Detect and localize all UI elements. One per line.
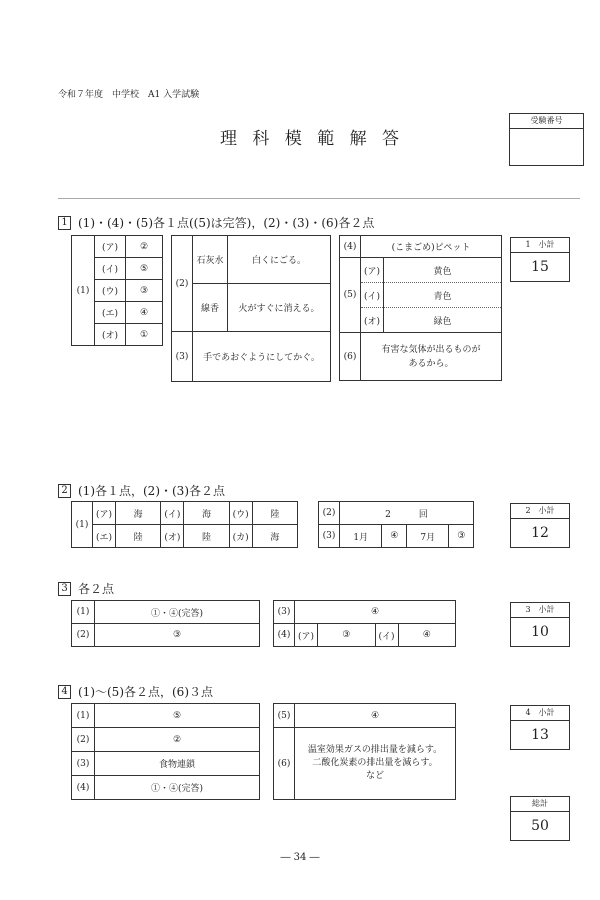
- answer-line: など: [365, 771, 384, 781]
- q-label: (3): [172, 332, 193, 382]
- q-label: (3): [319, 525, 340, 548]
- exam-number-box: [509, 113, 584, 166]
- s4-q1-q4-table: [71, 703, 260, 800]
- subtotal-label: 2 小計: [511, 504, 569, 519]
- answer: [340, 502, 474, 525]
- q-label: (3): [274, 601, 295, 624]
- answer: ④: [398, 624, 456, 647]
- s1-q2-q3-table: [171, 235, 331, 382]
- sub-label: (ア): [95, 236, 126, 258]
- answer: 7月: [406, 525, 448, 548]
- answer: 白くにごる。: [228, 236, 331, 284]
- divider: [58, 198, 580, 199]
- section-number: 3: [58, 582, 71, 596]
- q-label: (1): [72, 236, 95, 346]
- section-4-header: [58, 683, 213, 700]
- grand-total: [510, 796, 570, 841]
- q-label: (1): [72, 601, 95, 624]
- answer: ①・④(完答): [95, 601, 260, 624]
- answer: (こまごめ)ピペット: [361, 236, 502, 258]
- subtotal-value: 12: [531, 525, 549, 541]
- subtotal-value: 10: [531, 624, 549, 640]
- answer-line: 二酸化炭素の排出量を減らす。: [312, 758, 438, 768]
- subtotal-label: 4 小計: [511, 706, 569, 721]
- q-label: (1): [72, 502, 93, 548]
- sub-label: (ウ): [229, 502, 252, 525]
- sub-label: (イ): [95, 258, 126, 280]
- answer: [361, 333, 502, 381]
- sub-label: 石灰水: [193, 236, 228, 284]
- q-label: (2): [72, 624, 95, 647]
- answer-line: 有害な気体が出るものが: [381, 344, 481, 355]
- answer: 海: [252, 525, 297, 548]
- q-label: (6): [274, 728, 295, 800]
- answer: ④: [126, 302, 163, 324]
- answer: 陸: [116, 525, 161, 548]
- section-number: 4: [58, 685, 71, 699]
- sub-label: (ア): [93, 502, 116, 525]
- sub-label: (オ): [361, 308, 384, 333]
- q-label: (1): [72, 704, 95, 728]
- section-1-subtotal: [510, 237, 570, 282]
- sub-label: (イ): [161, 502, 184, 525]
- section-3-header: [58, 580, 114, 597]
- section-2-subtotal: [510, 503, 570, 548]
- answer: ③: [449, 525, 474, 548]
- answer: ②: [95, 728, 260, 752]
- answer: ⑤: [95, 704, 260, 728]
- answer: 緑色: [384, 308, 502, 333]
- answer: 青色: [384, 283, 502, 308]
- q-label: (4): [274, 624, 295, 647]
- subtotal-value: 13: [531, 727, 549, 743]
- sub-label: 線香: [193, 284, 228, 332]
- section-number: 2: [58, 484, 71, 498]
- answer-unit: 回: [418, 509, 428, 520]
- answer: 海: [184, 502, 229, 525]
- sub-label: (ア): [361, 258, 384, 283]
- q-label: (5): [274, 704, 295, 728]
- q-label: (3): [72, 752, 95, 776]
- answer: ①・④(完答): [95, 776, 260, 800]
- section-points: (1)～(5)各２点，(6)３点: [78, 685, 213, 699]
- sub-label: (エ): [93, 525, 116, 548]
- subtotal-label: 3 小計: [511, 603, 569, 618]
- section-points: (1)各１点，(2)・(3)各２点: [78, 484, 225, 498]
- answer-number: 2: [385, 509, 391, 520]
- answer: ③: [126, 280, 163, 302]
- exam-subtitle: 令和７年度 中学校 A1 入学試験: [58, 90, 200, 100]
- q-label: (6): [340, 333, 361, 381]
- s2-q1-table: [71, 501, 298, 548]
- sub-label: (ウ): [95, 280, 126, 302]
- section-2-header: [58, 482, 225, 499]
- q-label: (4): [340, 236, 361, 258]
- s3-q3-q4-table: [273, 600, 456, 647]
- section-number: 1: [58, 216, 71, 230]
- q-label: (5): [340, 258, 361, 333]
- answer: 手であおぐようにしてかぐ。: [193, 332, 331, 382]
- answer: ④: [295, 704, 456, 728]
- answer: ④: [295, 601, 456, 624]
- answer: 海: [116, 502, 161, 525]
- sub-label: (オ): [95, 324, 126, 346]
- s1-q1-table: [71, 235, 163, 346]
- sub-label: (ア): [295, 624, 318, 647]
- answer: ⑤: [126, 258, 163, 280]
- section-4-subtotal: [510, 705, 570, 750]
- answer: ③: [95, 624, 260, 647]
- answer: 1月: [340, 525, 382, 548]
- sub-label: (カ): [229, 525, 252, 548]
- q-label: (2): [172, 236, 193, 332]
- answer: ①: [126, 324, 163, 346]
- sub-label: (エ): [95, 302, 126, 324]
- s2-q2-q3-table: [318, 501, 474, 548]
- sub-label: (オ): [161, 525, 184, 548]
- answer: [295, 728, 456, 800]
- answer: ②: [126, 236, 163, 258]
- page-title: 理 科 模 範 解 答: [220, 129, 405, 149]
- total-value: 50: [531, 818, 549, 834]
- q-label: (2): [72, 728, 95, 752]
- page-number: ― 34 ―: [280, 852, 320, 863]
- section-points: 各２点: [78, 582, 115, 596]
- s4-q5-q6-table: [273, 703, 456, 800]
- s3-q1-q2-table: [71, 600, 260, 647]
- answer: 黄色: [384, 258, 502, 283]
- answer-line: あるから。: [408, 358, 454, 369]
- section-points: (1)・(4)・(5)各１点((5)は完答)，(2)・(3)・(6)各２点: [78, 216, 375, 230]
- total-label: 総計: [511, 797, 569, 812]
- exam-number-label: 受験番号: [510, 114, 583, 129]
- answer: 陸: [252, 502, 297, 525]
- q-label: (2): [319, 502, 340, 525]
- section-3-subtotal: [510, 602, 570, 647]
- answer: ④: [382, 525, 407, 548]
- q-label: (4): [72, 776, 95, 800]
- section-1-header: [58, 214, 374, 231]
- sub-label: (イ): [361, 283, 384, 308]
- answer: ③: [318, 624, 376, 647]
- subtotal-value: 15: [531, 259, 549, 275]
- answer: 陸: [184, 525, 229, 548]
- answer: 火がすぐに消える。: [228, 284, 331, 332]
- answer: 食物連鎖: [95, 752, 260, 776]
- s1-q4-q6-table: [339, 235, 502, 381]
- subtotal-label: 1 小計: [511, 238, 569, 253]
- answer-line: 温室効果ガスの排出量を減らす。: [307, 745, 443, 755]
- sub-label: (イ): [375, 624, 398, 647]
